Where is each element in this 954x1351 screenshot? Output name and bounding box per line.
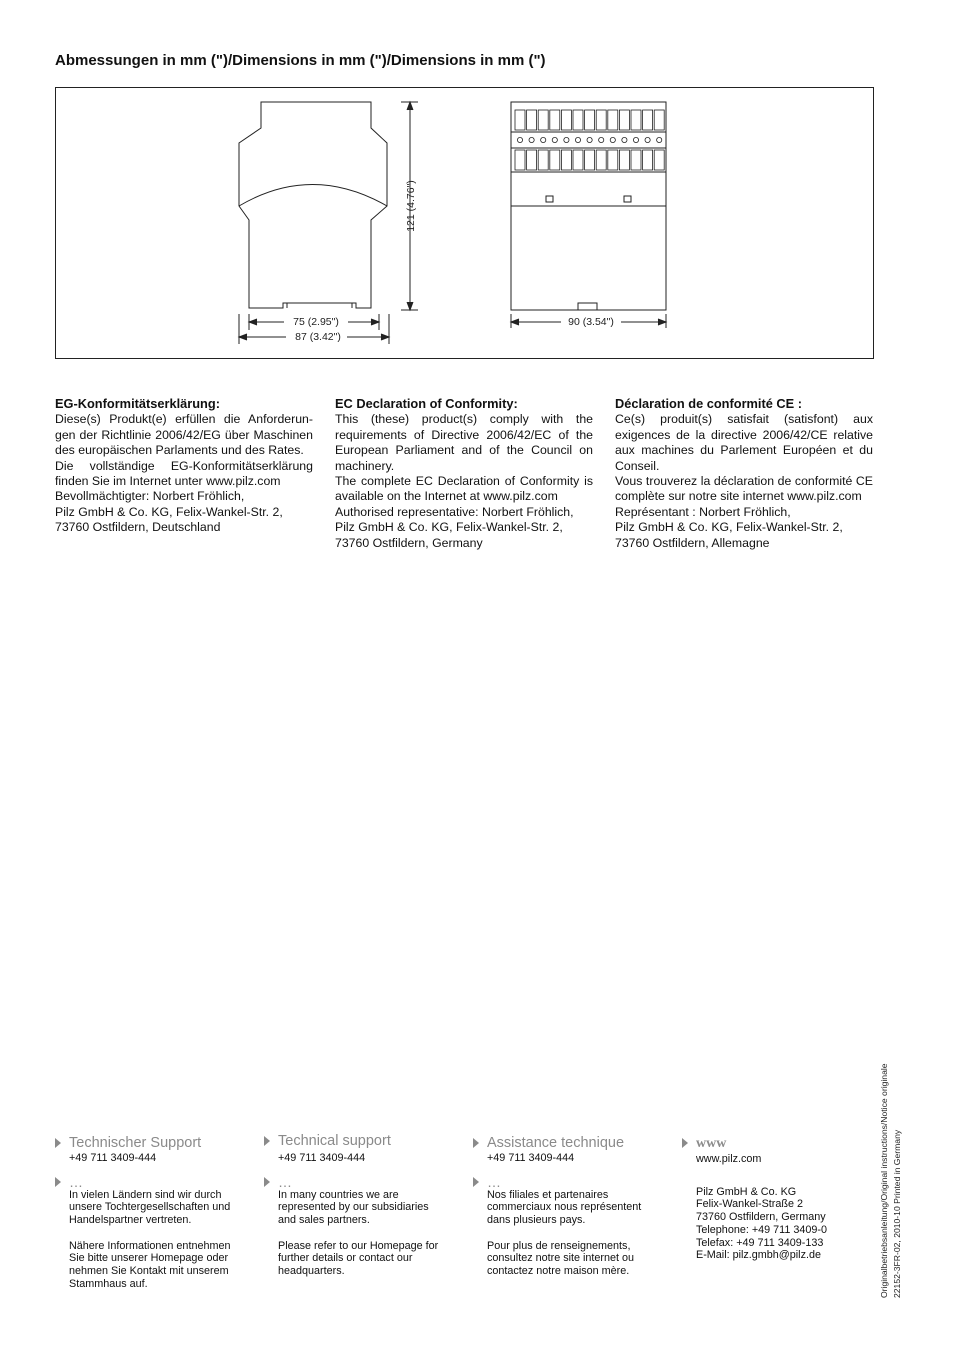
dimension-width-inner-label: 75 (2.95") xyxy=(293,316,339,328)
declaration-text: Bevollmächtigter: Norbert Fröhlich, xyxy=(55,489,245,504)
terminal-screw xyxy=(564,137,569,142)
footer-ellipsis: … xyxy=(69,1173,83,1190)
front-view-clip xyxy=(578,303,597,310)
terminal-bottom xyxy=(619,150,629,170)
footer-web xyxy=(682,1134,852,1262)
triangle-bullet-icon xyxy=(473,1138,479,1148)
footer-text: Pour plus de renseignements, consultez notre site internet ou contactez notre maison mère. xyxy=(487,1239,635,1277)
declaration-heading: EC Declaration of Conformity: xyxy=(335,396,518,411)
triangle-bullet-icon xyxy=(55,1177,61,1187)
side-note-line: Originalbetriebsanleitung/Original instructions/Notice originale xyxy=(879,1063,889,1298)
declaration-text: Pilz GmbH & Co. KG, Felix-Wankel-Str. 2, xyxy=(55,504,283,519)
address-line: 73760 Ostfildern, Germany xyxy=(696,1211,826,1224)
terminal-bottom xyxy=(550,150,560,170)
footer-heading: Technischer Support xyxy=(69,1135,202,1151)
declaration-text: Diese(s) Produkt(e) erfüllen die Anforderun-gen der Richtlinie 2006/42/EG über Maschinen des europäischen Parlaments und des Rates. xyxy=(55,412,313,458)
terminal-top xyxy=(585,110,595,130)
terminal-screw xyxy=(552,137,557,142)
terminal-screw xyxy=(517,137,522,142)
support-phone[interactable]: +49 711 3409-444 xyxy=(278,1152,366,1164)
triangle-bullet-icon xyxy=(264,1177,270,1187)
declaration-text: 73760 Ostfildern, Deutschland xyxy=(55,520,221,535)
footer-support-fr xyxy=(473,1134,653,1278)
side-view-clip xyxy=(287,303,352,308)
declaration-heading: Déclaration de conformité CE : xyxy=(615,396,803,411)
email-link[interactable]: E-Mail: pilz.gmbh@pilz.de xyxy=(696,1249,821,1262)
terminal-bottom xyxy=(538,150,548,170)
support-phone[interactable]: +49 711 3409-444 xyxy=(487,1152,575,1164)
footer-text: Nos filiales et partenaires commerciaux nous représentent dans plusieurs pays. xyxy=(487,1188,642,1227)
terminal-top xyxy=(561,110,571,130)
footer-support-en xyxy=(264,1132,444,1278)
terminal-bottom xyxy=(561,150,571,170)
dimension-depth-label: 90 (3.54") xyxy=(568,316,614,328)
declaration-en xyxy=(335,396,593,551)
terminal-screw xyxy=(622,137,627,142)
terminal-top xyxy=(538,110,548,130)
declaration-text: Pilz GmbH & Co. KG, Felix-Wankel-Str. 2, xyxy=(615,520,843,535)
terminal-screw xyxy=(610,137,615,142)
declaration-heading: EG-Konformitätserklärung: xyxy=(55,396,220,411)
triangle-bullet-icon xyxy=(682,1138,688,1148)
website-link[interactable]: www.pilz.com xyxy=(696,1153,762,1165)
address-line: Telefax: +49 711 3409-133 xyxy=(696,1236,824,1249)
footer-text: In vielen Ländern sind wir durch unsere Tochtergesellschaften und Handelspartner vertreten. xyxy=(69,1188,231,1227)
terminal-screw xyxy=(599,137,604,142)
declaration-de xyxy=(55,396,313,536)
terminal-top xyxy=(573,110,583,130)
footer-ellipsis: … xyxy=(278,1173,292,1190)
terminal-screw xyxy=(645,137,650,142)
terminal-screw xyxy=(587,137,592,142)
terminal-top xyxy=(643,110,653,130)
terminal-bottom xyxy=(631,150,641,170)
declaration-text: Représentant : Norbert Fröhlich, xyxy=(615,504,791,519)
terminal-screw xyxy=(633,137,638,142)
terminal-bottom xyxy=(573,150,583,170)
declaration-text: Ce(s) produit(s) satisfait (satisfont) aux exigences de la directive 2006/42/CE relative aux machines du Parlement Européen et du Conseil. xyxy=(615,412,873,473)
address-line: Pilz GmbH & Co. KG xyxy=(696,1185,797,1198)
declaration-text: This (these) product(s) comply with the requirements of Directive 2006/42/EC of the European Parliament and of the Council on machinery. xyxy=(335,412,593,473)
footer-text: Please refer to our Homepage for further details or contact our headquarters. xyxy=(278,1239,439,1277)
dimensions-diagram xyxy=(55,87,874,359)
side-note xyxy=(878,1063,904,1298)
terminal-top xyxy=(527,110,537,130)
terminal-bottom xyxy=(608,150,618,170)
terminal-top xyxy=(608,110,618,130)
declaration-text: Pilz GmbH & Co. KG, Felix-Wankel-Str. 2, xyxy=(335,520,563,535)
terminal-row-bottom xyxy=(515,150,664,170)
terminal-bottom xyxy=(527,150,537,170)
side-view-outline xyxy=(239,102,387,308)
terminal-screw xyxy=(529,137,534,142)
footer-heading: Assistance technique xyxy=(487,1135,625,1151)
side-note-line: 22152-3FR-02, 2010-10 Printed in Germany xyxy=(892,1129,902,1298)
triangle-bullet-icon xyxy=(473,1177,479,1187)
footer-support-de xyxy=(55,1134,235,1290)
declaration-text: 73760 Ostfildern, Germany xyxy=(335,535,483,550)
address-line: Telephone: +49 711 3409-0 xyxy=(696,1223,827,1236)
terminal-top xyxy=(654,110,664,130)
terminal-bottom xyxy=(585,150,595,170)
terminal-top xyxy=(619,110,629,130)
support-phone[interactable]: +49 711 3409-444 xyxy=(69,1152,157,1164)
terminal-top xyxy=(631,110,641,130)
side-view-front-curve xyxy=(239,185,387,207)
triangle-bullet-icon xyxy=(55,1138,61,1148)
terminal-top xyxy=(596,110,606,130)
footer-heading: Technical support xyxy=(278,1133,391,1149)
terminal-bottom xyxy=(515,150,525,170)
dimension-width-outer-label: 87 (3.42") xyxy=(295,331,341,343)
page-title: Abmessungen in mm (")/Dimensions in mm (")/Dimensions in mm (") xyxy=(55,52,546,69)
footer-text: Nähere Informationen entnehmen Sie bitte unserer Homepage oder nehmen Sie Kontakt mit unserem Stammhaus auf. xyxy=(69,1239,231,1290)
declaration-text: The complete EC Declaration of Conformity is available on the Internet at www.pilz.com xyxy=(335,474,593,504)
address-line: Felix-Wankel-Straße 2 xyxy=(696,1198,803,1211)
terminal-bottom xyxy=(643,150,653,170)
declaration-fr xyxy=(615,396,873,551)
dimensions-drawing xyxy=(56,88,875,360)
terminal-row-top xyxy=(515,110,664,143)
triangle-bullet-icon xyxy=(264,1136,270,1146)
terminal-top xyxy=(515,110,525,130)
terminal-bottom xyxy=(596,150,606,170)
terminal-screw xyxy=(657,137,662,142)
declaration-text: Vous trouverez la déclaration de conformité CE complète sur notre site internet www.pilz.com xyxy=(615,474,873,504)
declaration-text: Die vollständige EG-Konformitätserklärung finden Sie im Internet unter www.pilz.com xyxy=(55,458,313,489)
declaration-text: 73760 Ostfildern, Allemagne xyxy=(615,535,770,550)
terminal-screw xyxy=(541,137,546,142)
terminal-top xyxy=(550,110,560,130)
terminal-bottom xyxy=(654,150,664,170)
terminal-screw xyxy=(575,137,580,142)
dimension-height-label: 121 (4.76") xyxy=(405,180,417,232)
www-heading: www xyxy=(696,1136,727,1151)
footer-text: In many countries we are represented by our subsidiaries and sales partners. xyxy=(278,1188,429,1227)
declaration-text: Authorised representative: Norbert Fröhlich, xyxy=(335,504,574,519)
footer-ellipsis: … xyxy=(487,1173,501,1190)
